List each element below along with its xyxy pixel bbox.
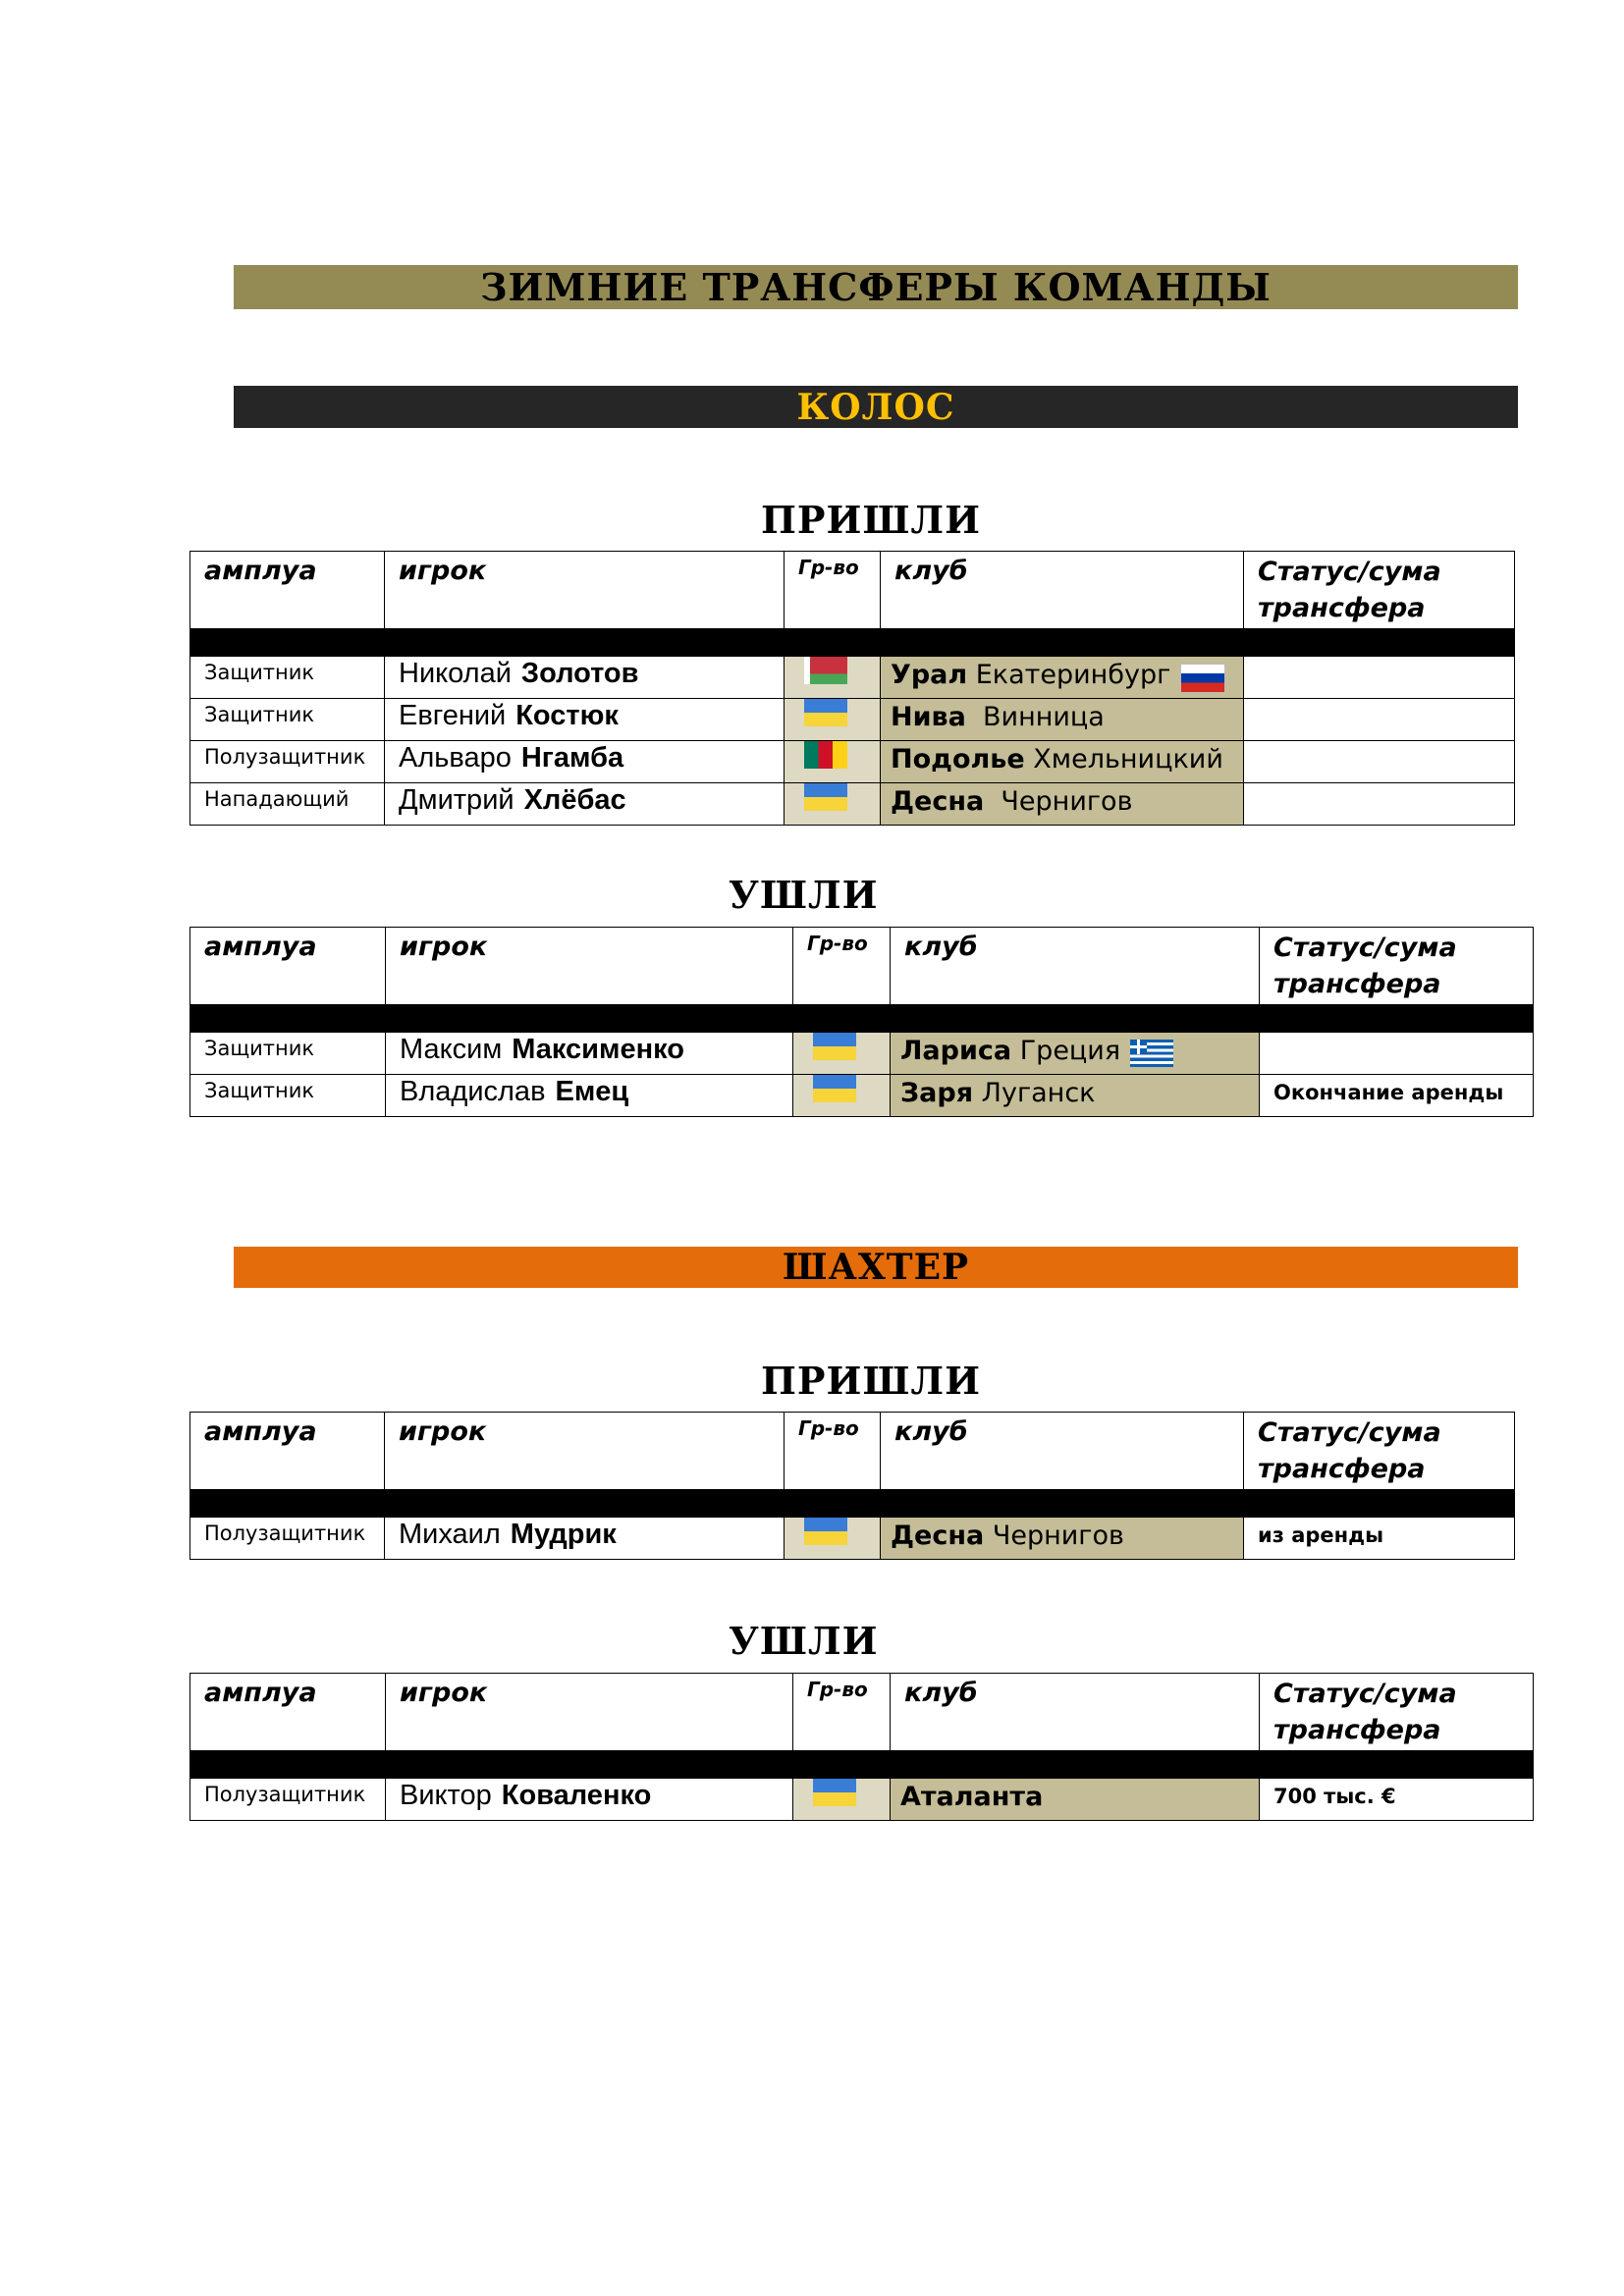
table-row [190,1033,1534,1075]
shakhtar-left-title: УШЛИ [729,1619,879,1663]
role-cell: Полузащитник [190,1779,386,1821]
club-name: Аталанта [900,1782,1044,1812]
country-cell [785,657,881,699]
status-cell: Окончание аренды [1260,1075,1534,1117]
header-player: игрок [385,1413,785,1490]
header-status: Статус/сума трансфера [1260,1674,1534,1751]
status-cell [1244,657,1515,699]
player-first-name: Евгений [399,700,507,731]
role-cell: Защитник [190,1033,386,1075]
club-city: Чернигов [984,786,1133,817]
table-row [190,699,1515,741]
club-cell [881,699,1244,741]
club-city: Екатеринбург [967,660,1171,690]
club-city: Хмельницкий [1024,744,1223,774]
table-row [190,783,1515,826]
country-cell [785,1518,881,1560]
status-cell: из аренды [1244,1518,1515,1560]
player-last-name: Золотов [520,658,639,689]
player-first-name: Виктор [400,1780,492,1811]
club-name: Десна [891,786,985,817]
kolos-left-title: УШЛИ [729,873,879,917]
header-status: Статус/сума трансфера [1244,552,1515,629]
header-club: клуб [891,1674,1260,1751]
belarus-flag [804,657,847,684]
table-row [190,1075,1534,1117]
divider-cell [190,1005,1534,1033]
role-cell: Защитник [190,657,385,699]
header-divider-band [190,629,1515,657]
table-header-row [190,928,1534,1005]
player-last-name: Коваленко [501,1780,652,1811]
header-country: Гр-во [793,928,891,1005]
team-name-kolos: КОЛОС [796,386,955,428]
player-cell [385,657,785,699]
country-cell [785,699,881,741]
role-cell: Защитник [190,1075,386,1117]
header-status: Статус/сума трансфера [1244,1413,1515,1490]
club-name: Десна [891,1521,985,1551]
team-name-shakhtar: ШАХТЕР [782,1247,970,1288]
player-first-name: Михаил [399,1519,501,1550]
club-cell [881,657,1244,699]
header-country: Гр-во [785,1413,881,1490]
status-cell [1260,1033,1534,1075]
kolos-arrived-table [189,551,1515,826]
divider-cell [190,1490,1515,1518]
country-cell [785,783,881,826]
club-name: Нива [891,702,966,732]
status-cell [1244,741,1515,783]
header-country: Гр-во [793,1674,891,1751]
header-status: Статус/сума трансфера [1260,928,1534,1005]
club-cell [881,783,1244,826]
table-header-row [190,1674,1534,1751]
player-last-name: Хлёбас [523,784,626,816]
greece-flag [1130,1040,1173,1067]
club-city: Греция [1011,1036,1121,1066]
role-cell: Защитник [190,699,385,741]
player-last-name: Костюк [515,700,619,731]
header-player: игрок [386,928,793,1005]
main-title: ЗИМНИЕ ТРАНСФЕРЫ КОМАНДЫ [480,265,1272,309]
table-header-row [190,1413,1515,1490]
shakhtar-arrived-title: ПРИШЛИ [761,1359,982,1403]
player-first-name: Владислав [400,1076,546,1107]
ukraine-flag [813,1033,856,1060]
table-row [190,1779,1534,1821]
table-header-row [190,552,1515,629]
header-divider-band [190,1005,1534,1033]
header-role: амплуа [190,1674,386,1751]
club-cell [881,1518,1244,1560]
ukraine-flag [813,1075,856,1102]
player-cell [385,1518,785,1560]
player-last-name: Мудрик [510,1519,617,1550]
club-name: Заря [900,1078,974,1108]
player-last-name: Емец [555,1076,629,1107]
header-role: амплуа [190,1413,385,1490]
cameroon-flag [804,741,847,769]
player-last-name: Максименко [512,1034,684,1065]
club-city: Луганск [973,1078,1096,1108]
ukraine-flag [813,1779,856,1806]
russia-flag [1180,664,1225,693]
team-banner-shakhtar [234,1247,1518,1288]
header-role: амплуа [190,928,386,1005]
kolos-arrived-title: ПРИШЛИ [761,498,982,542]
ukraine-flag [804,699,847,726]
shakhtar-left-table [189,1673,1534,1821]
club-city: Винница [965,702,1105,732]
country-cell [793,1779,891,1821]
shakhtar-arrived-table [189,1412,1515,1560]
role-cell: Полузащитник [190,741,385,783]
header-club: клуб [881,552,1244,629]
table-row [190,1518,1515,1560]
player-cell [385,741,785,783]
header-club: клуб [891,928,1260,1005]
player-cell [386,1033,793,1075]
table-row [190,741,1515,783]
club-cell [891,1075,1260,1117]
header-club: клуб [881,1413,1244,1490]
team-banner-kolos [234,386,1518,428]
club-cell [891,1779,1260,1821]
ukraine-flag [804,783,847,811]
player-first-name: Николай [399,658,512,689]
club-name: Подолье [891,744,1025,774]
status-cell [1244,783,1515,826]
role-cell: Нападающий [190,783,385,826]
club-name: Урал [891,660,968,690]
divider-cell [190,629,1515,657]
player-cell [385,699,785,741]
header-role: амплуа [190,552,385,629]
player-cell [386,1075,793,1117]
club-cell [881,741,1244,783]
header-country: Гр-во [785,552,881,629]
player-cell [386,1779,793,1821]
divider-cell [190,1751,1534,1779]
country-cell [793,1075,891,1117]
club-name: Лариса [900,1036,1012,1066]
header-player: игрок [385,552,785,629]
player-first-name: Максим [400,1034,503,1065]
table-row [190,657,1515,699]
status-cell: 700 тыс. € [1260,1779,1534,1821]
header-player: игрок [386,1674,793,1751]
player-cell [385,783,785,826]
country-cell [793,1033,891,1075]
player-first-name: Дмитрий [399,784,514,816]
club-cell [891,1033,1260,1075]
header-divider-band [190,1751,1534,1779]
player-first-name: Альваро [399,742,512,774]
main-title-banner [234,265,1518,309]
club-city: Чернигов [984,1521,1124,1551]
ukraine-flag [804,1518,847,1545]
header-divider-band [190,1490,1515,1518]
country-cell [785,741,881,783]
kolos-left-table [189,927,1534,1117]
player-last-name: Нгамба [520,742,624,774]
role-cell: Полузащитник [190,1518,385,1560]
status-cell [1244,699,1515,741]
